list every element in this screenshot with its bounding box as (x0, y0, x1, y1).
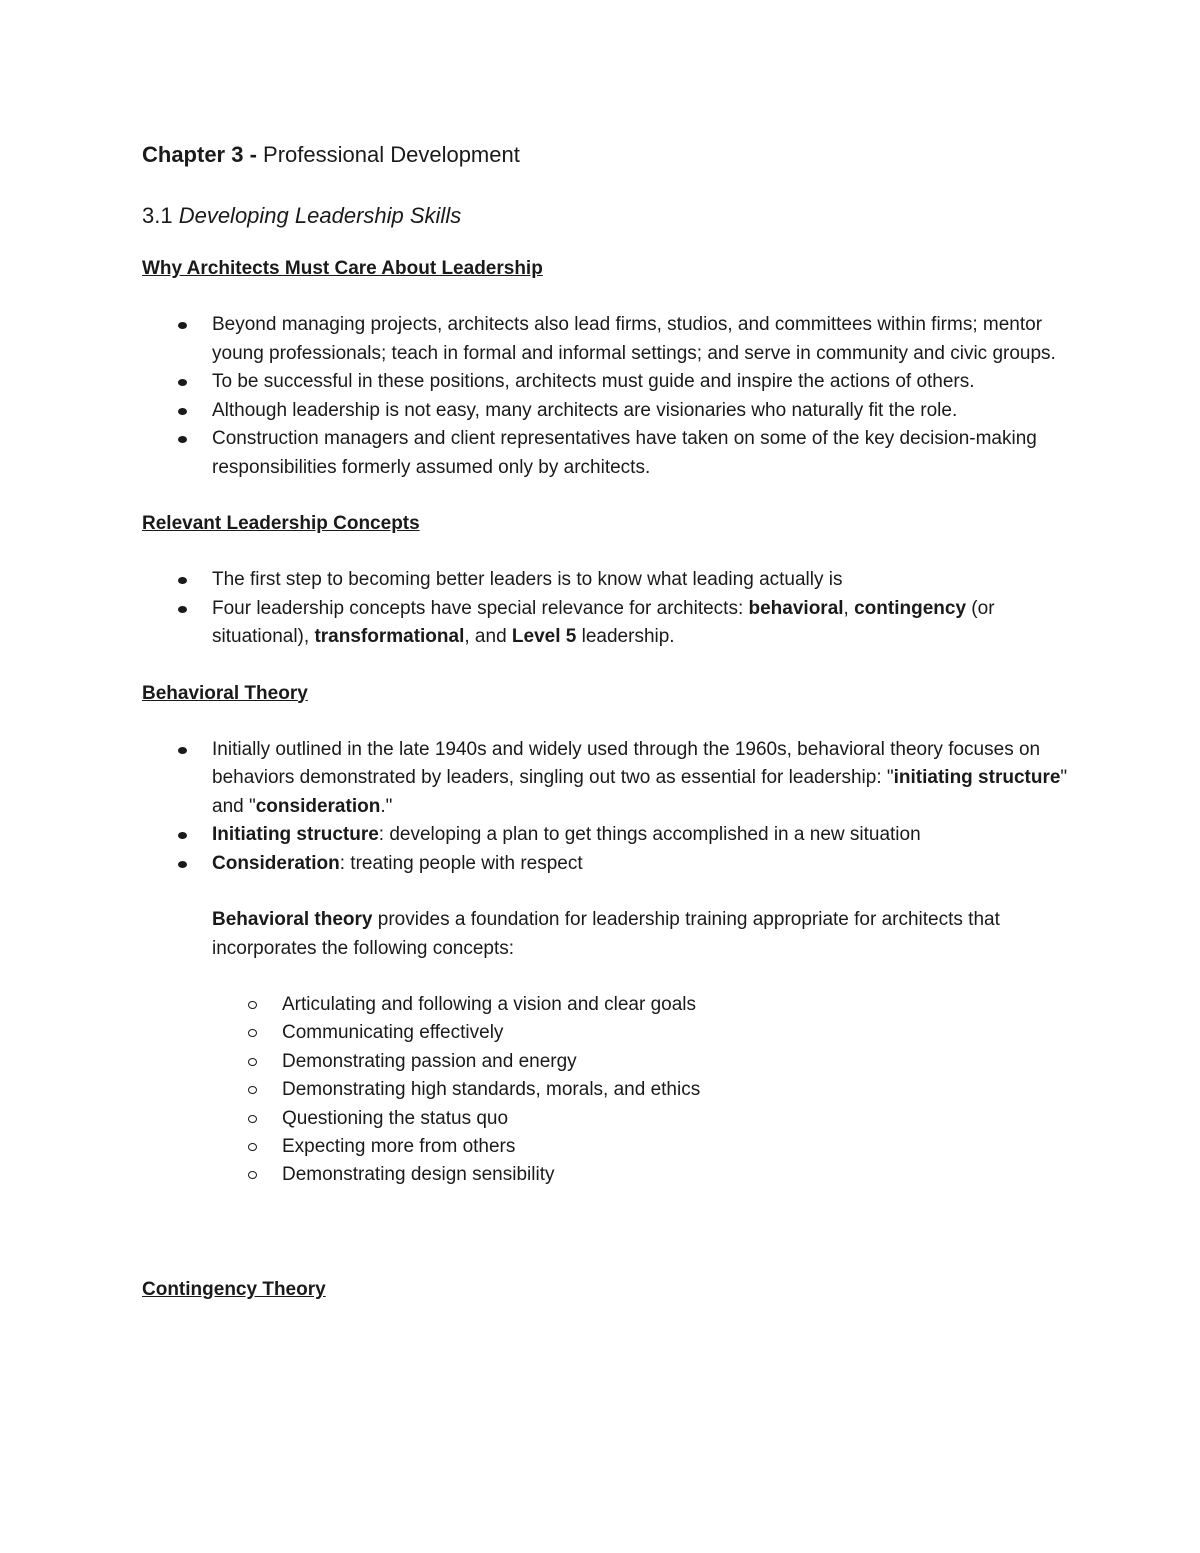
list-item: Demonstrating design sensibility (142, 1161, 1072, 1189)
heading-why-architects: Why Architects Must Care About Leadership (142, 258, 543, 279)
bullet-icon (178, 379, 187, 386)
list-item: Demonstrating passion and energy (142, 1048, 1072, 1076)
list-item: Demonstrating high standards, morals, and ethics (142, 1076, 1072, 1104)
why-bullet-list (142, 311, 1072, 482)
list-item: Questioning the status quo (142, 1105, 1072, 1133)
list-item: Expecting more from others (142, 1133, 1072, 1161)
list-item: Communicating effectively (142, 1019, 1072, 1047)
circle-bullet-icon (248, 1115, 257, 1123)
chapter-label: Chapter 3 - (142, 142, 257, 167)
circle-bullet-icon (248, 1086, 257, 1094)
section-name: Developing Leadership Skills (178, 203, 462, 228)
bullet-icon (178, 747, 187, 754)
list-item: Beyond managing projects, architects also lead firms, studios, and committees within firms; mentor young professionals; teach in formal and informal settings; and serve in community and civic groups. (142, 311, 1072, 368)
list-item: Although leadership is not easy, many architects are visionaries who naturally fit the role. (142, 397, 1072, 426)
list-item: Articulating and following a vision and clear goals (142, 991, 1072, 1019)
concepts-bullet-list (142, 566, 1072, 652)
bullet-icon (178, 606, 187, 613)
bullet-icon (178, 577, 187, 584)
circle-bullet-icon (248, 1143, 257, 1151)
behavioral-concepts-sublist (142, 991, 1072, 1190)
circle-bullet-icon (248, 1171, 257, 1179)
chapter-title (142, 138, 1072, 172)
list-item: The first step to becoming better leaders is to know what leading actually is (142, 566, 1072, 595)
list-item: To be successful in these positions, architects must guide and inspire the actions of others. (142, 368, 1072, 397)
circle-bullet-icon (248, 1001, 257, 1009)
section-title (142, 199, 1072, 233)
circle-bullet-icon (248, 1029, 257, 1037)
circle-bullet-icon (248, 1058, 257, 1066)
list-item: Construction managers and client representatives have taken on some of the key decision-making responsibilities formerly assumed only by architects. (142, 425, 1072, 482)
chapter-name: Professional Development (256, 142, 520, 167)
bullet-icon (178, 861, 187, 868)
behavioral-bullet-list (142, 736, 1072, 879)
list-item: Four leadership concepts have special relevance for architects: behavioral, contingency (or situational), transformational, and Level 5 leadership. (142, 595, 1072, 652)
list-item: Consideration: treating people with respect (142, 850, 1072, 879)
bullet-icon (178, 832, 187, 839)
list-item: Initially outlined in the late 1940s and widely used through the 1960s, behavioral theory focuses on behaviors demonstrated by leaders, singling out two as essential for leadership: "initiating structure" and "consideration." (142, 736, 1072, 822)
heading-contingency-theory: Contingency Theory (142, 1278, 326, 1300)
bullet-icon (178, 408, 187, 415)
list-item: Initiating structure: developing a plan to get things accomplished in a new situation (142, 821, 1072, 850)
bullet-icon (178, 436, 187, 443)
heading-behavioral-theory: Behavioral Theory (142, 682, 308, 704)
behavioral-paragraph: Behavioral theory provides a foundation for leadership training appropriate for architects that incorporates the following concepts: (212, 909, 1000, 959)
document-page (142, 138, 1072, 1304)
heading-leadership-concepts: Relevant Leadership Concepts (142, 513, 420, 534)
bullet-icon (178, 322, 187, 329)
section-number: 3.1 (142, 203, 179, 228)
